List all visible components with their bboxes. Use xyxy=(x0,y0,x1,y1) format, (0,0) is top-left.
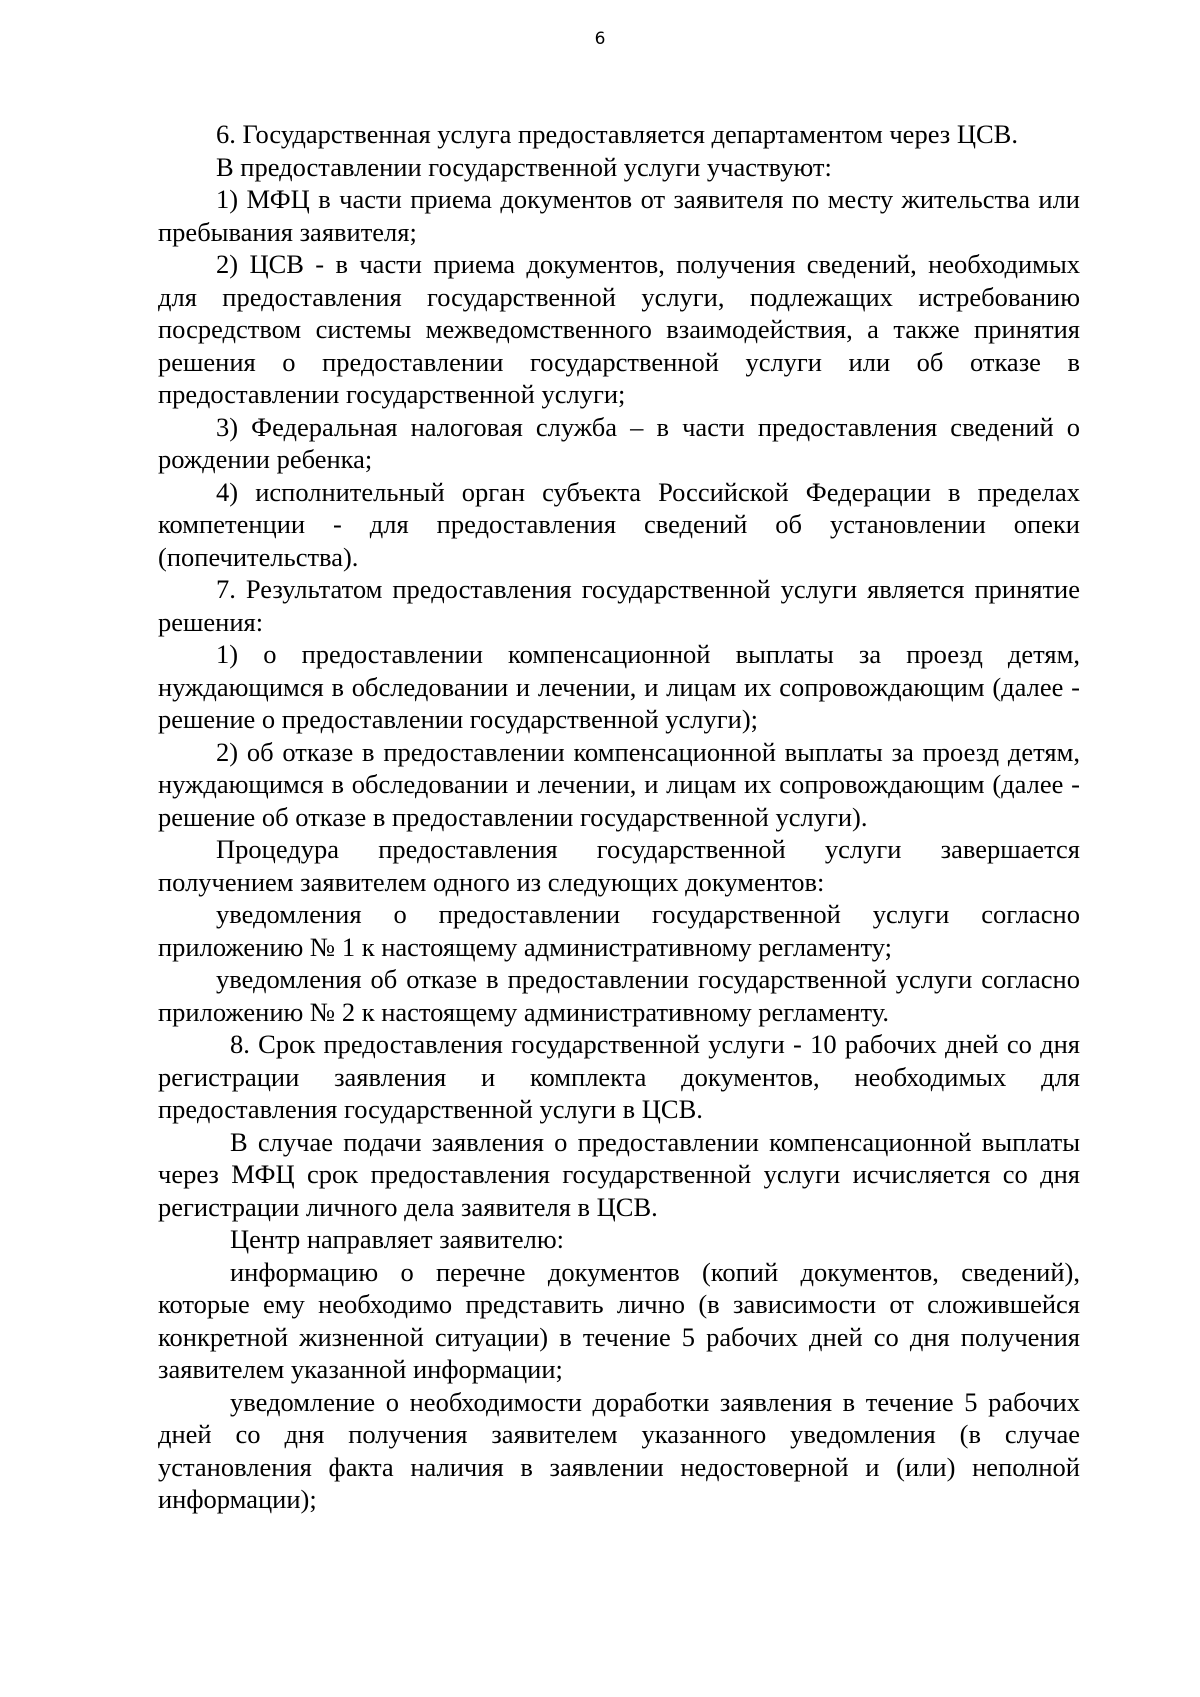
paragraph-8-term: 8. Срок предоставления государственной услуги - 10 рабочих дней со дня регистрации заявления и комплекта документов, необходимых для предоставления государственной услуги в ЦСВ. xyxy=(158,1029,1080,1124)
paragraph-participants-intro: В предоставлении государственной услуги участвуют: xyxy=(216,151,832,182)
paragraph-6-provider: 6. Государственная услуга предоставляется департаментом через ЦСВ. xyxy=(216,119,1018,149)
paragraph-result-refusal: 2) об отказе в предоставлении компенсационной выплаты за проезд детям, нуждающимся в обследовании и лечении, и лицам их сопровождающим (далее - решение об отказе в предоставлении государственной услуги). xyxy=(158,736,1080,832)
paragraph-documents-list-info: информацию о перечне документов (копий документов, сведений), которые ему необходимо представить лично (в зависимости от сложившейся конкретной жизненной ситуации) в течение 5 рабочих дней со дня получения заявителем указанной информации; xyxy=(158,1256,1080,1384)
paragraph-result-grant: 1) о предоставлении компенсационной выплаты за проезд детям, нуждающимся в обследовании и лечении, и лицам их сопровождающим (далее - решение о предоставлении государственной услуги); xyxy=(158,639,1080,734)
paragraph-procedure-completion: Процедура предоставления государственной услуги завершается получением заявителем одного из следующих документов: xyxy=(158,834,1080,897)
paragraph-notice-grant: уведомления о предоставлении государственной услуги согласно приложению № 1 к настоящему административному регламенту; xyxy=(158,899,1080,962)
paragraph-participant-mfc: 1) МФЦ в части приема документов от заявителя по месту жительства или пребывания заявителя; xyxy=(158,184,1080,247)
paragraph-participant-tax-service: 3) Федеральная налоговая служба – в части предоставления сведений о рождении ребенка; xyxy=(158,411,1080,474)
paragraph-notice-refusal: уведомления об отказе в предоставлении государственной услуги согласно приложению № 2 к настоящему административному регламенту. xyxy=(158,964,1080,1027)
paragraph-term-via-mfc: В случае подачи заявления о предоставлении компенсационной выплаты через МФЦ срок предоставления государственной услуги исчисляется со дня регистрации личного дела заявителя в ЦСВ. xyxy=(158,1126,1080,1222)
paragraph-7-result: 7. Результатом предоставления государственной услуги является принятие решения: xyxy=(158,574,1080,637)
paragraph-center-sends: Центр направляет заявителю: xyxy=(230,1224,565,1254)
paragraph-participant-executive-body: 4) исполнительный орган субъекта Российской Федерации в пределах компетенции - для предоставления сведений об установлении опеки (попечительства). xyxy=(158,476,1080,572)
paragraph-revision-notice: уведомление о необходимости доработки заявления в течение 5 рабочих дней со дня получения заявителем указанного уведомления (в случае установления факта наличия в заявлении недостоверной и (или) неполной информации); xyxy=(158,1386,1080,1514)
page-number: 6 xyxy=(594,29,606,49)
document-body xyxy=(158,118,1080,1516)
paragraph-participant-csv: 2) ЦСВ - в части приема документов, получения сведений, необходимых для предоставления государственной услуги, подлежащих истребованию посредством системы межведомственного взаимодействия, а также принятия решения о предоставлении государственной услуги или об отказе в предоставлении государственной услуги; xyxy=(158,249,1080,409)
